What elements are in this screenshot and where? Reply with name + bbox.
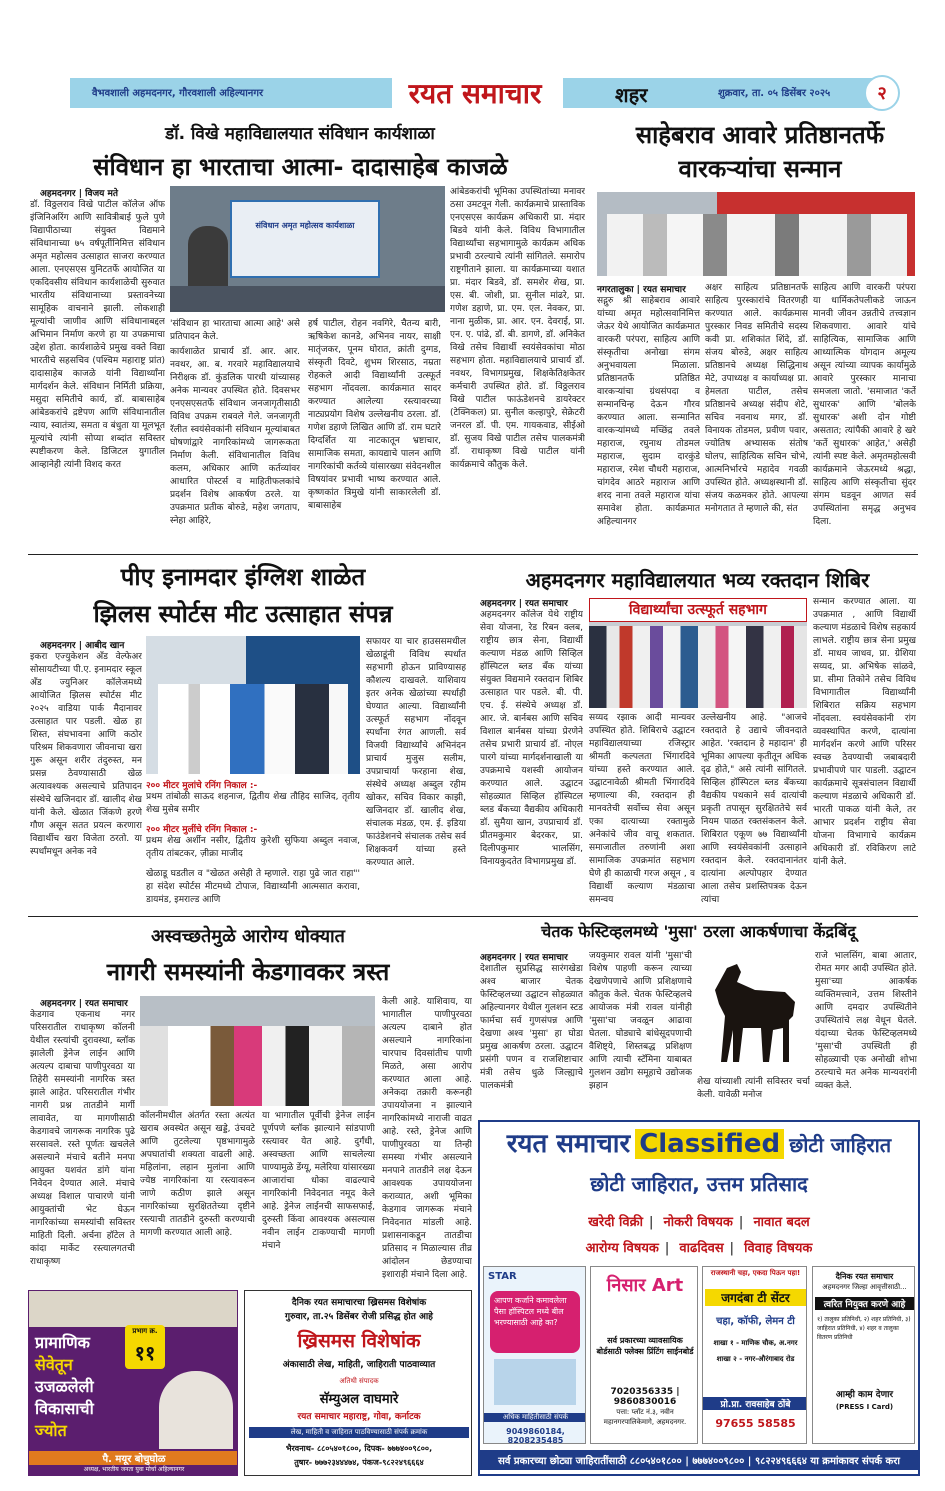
- story5-col2: कॉलनीमधील अंतर्गत रस्ता अत्यंत खराब अवस्थेत असून खड्डे, उंचवटे आणि तुटलेल्या पृष्ठभागामुळे अपघातांची शक्यता वाढली आहे. महिलांना, लहान मुलांना आणि ज्येष्ठ नागरिकांना या रस्त्यावरून जाणे कठीण झाले असून नागरिकांच्या सुरक्षिततेच्या दृष्टीने रस्त्याची तातडीने दुरुस्ती करण्याची मागणी करण्यात आली आहे.: [140, 1111, 255, 1238]
- ad-nisar-art: [590, 1266, 698, 1444]
- ad-vacancy-sub: अहमदनगर जिल्हा आवृत्तीसाठी...: [822, 1283, 907, 1291]
- story2-col1: सद्गुरु श्री साहेबराव आवारे यांच्या अमृत महोत्सवानिमित्त जेऊर येथे आयोजित कार्यक्रमात वारकरी परंपरा, साहित्य आणि संस्कृतीचा अनोखा संगम अनुभवायला मिळाला. प्रतिष्ठानतर्फे प्रतिष्ठित वारकऱ्यांचा ग्रंथसंपदा व सन्मानचिन्ह देऊन गौरव करण्यात आला. सन्मानित वारकऱ्यांमध्ये मच्छिंद्र तवले महाराज, रघुनाथ तोडमल महाराज, सुदाम दारकुंडे महाराज, रमेश चौधरी महाराज, चांगदेव आठरे महाराज आणि शरद नाना तवले महाराज यांचा समावेश होता. कार्यक्रमात अहिल्यानगर: [597, 296, 700, 527]
- story4-photo-people: [589, 626, 807, 708]
- story5-photo-people: [140, 1026, 375, 1106]
- story2-headline-line1: साहेबराव आवारे प्रतिष्ठानतर्फे: [635, 121, 885, 149]
- ad-christmas-line1: दैनिक रयत समाचारचा ख्रिसमस विशेषांक: [291, 1298, 427, 1308]
- story1-photo: [170, 186, 445, 312]
- story2-col3: साहित्य आणि वारकरी परंपरा या धार्मिकतेपलीकडे जाऊन मानवी जीवन उन्नतीचे तत्त्वज्ञान शिकवणारा. आवारे यांचे साहित्यिक, सामाजिक आणि आध्यात्मिक योगदान अमूल्य असून त्यांच्या व्यापक कार्यामुळे आवारे पुरस्कार मानाचा समजला जातो. 'समाजात 'कर्ते सुधारक' आणि 'बोलके सुधारक' अशी दोन गोष्टी असतात; त्यांपैकी आवारे हे खरे 'कर्ते सुधारक' आहेत,' असेही त्यांनी स्पष्ट केले. अमृतमहोत्सवी कार्यक्रमाने जेऊरमध्ये श्रद्धा, साहित्य आणि संस्कृतीचा सुंदर संगम घडवून आणत सर्व उपस्थितांना समृद्ध अनुभव दिला.: [813, 283, 916, 527]
- ad-christmas-editor: सॅम्युअल वाघमारे: [319, 1392, 399, 1407]
- story1-dateline: अहमदनगर | विजय मते: [40, 189, 118, 199]
- story3-headline-line2: झिलस स्पोर्टस मीट उत्साहात संपन्न: [93, 600, 393, 628]
- ad-christmas-contact-head: लेख, माहिती व जाहिरात पाठविण्यासाठी संपर्क क्रमांक: [249, 1427, 469, 1438]
- ad-star-phone: 9049860184, 8208235485: [506, 1427, 565, 1444]
- story5-col4: केली आहे. याशिवाय, या भागातील पाणीपुरवठा अत्यल्प दाबाने होत असल्याने नागरिकांना चारपाच दिवसांतीच पाणी मिळते, असा आरोप करण्यात आला आहे. अनेकदा तक्रारी करूनही उपाययोजना न झाल्याने नागरिकांमध्ये नाराजी वाढत आहे. रस्ते, ड्रेनेज आणि पाणीपुरवठा या तिन्ही समस्या गंभीर असल्याने मनपाने तातडीने लक्ष देऊन आवश्यक उपाययोजना कराव्यात, अशी भूमिका केडगाव जागरूक मंचाने निवेदनात मांडली आहे. प्रशासनाकडून तातडीचा प्रतिसाद न मिळाल्यास तीव्र आंदोलन छेडण्याचा इशाराही मंचाने दिला आहे.: [382, 997, 472, 1280]
- ad-jagdamba-prop: प्रो.प्रा. रावसाहेब ठोंबे: [703, 1397, 807, 1410]
- story4-dateline: अहमदनगर | रयत समाचार: [480, 599, 568, 609]
- ad-star-label: अधिक माहितीसाठी संपर्क: [484, 1413, 586, 1422]
- section-name: शहर: [615, 83, 648, 107]
- ad-jagdamba-items: चहा, कॉफी, लेमन टी: [716, 1316, 795, 1327]
- story5-kicker: अस्वच्छतेमुळे आरोग्य धोक्यात: [151, 926, 345, 947]
- ad-jagdamba-name: जगदंबा टी सेंटर: [705, 1289, 806, 1306]
- story3-col3: सफायर या चार हाउससमधील खेळाडूंनी विविध स्पर्धात सहभागी होऊन प्राविण्यासह कौशल्य दाखवले. याशिवाय इतर अनेक खेळांच्या स्पर्धाही घेण्यात आल्या. विद्यार्थ्यांनी उत्स्फूर्त सहभाग नोंदवून स्पर्धांना रंगत आणली. सर्व विजयी विद्यार्थ्यांचे अभिनंदन प्राचार्य मुजुस सलीम, उपप्राचार्या फरहाना शेख, संस्थेचे अध्यक्ष अब्दुल रहीम खोकर, सचिव विकार काझी, खजिनदार डॉ. खालीद शेख, संचालक मंडळ, एम. ई. इडिया फाउंडेशनचे संचालक तसेच सर्व शिक्षकवर्ग यांच्या हस्ते करण्यात आले.: [366, 637, 466, 868]
- ad-political-slogan1: प्रामाणिक: [35, 1333, 90, 1352]
- story3-headline-line1: पीए इनामदार इंग्लिश शाळेत: [120, 563, 366, 591]
- ad-nisar-desc: सर्व प्रकारच्या व्यावसायिक बोर्डसाठी फ्लेक्स प्रिंटिंग साईनबोर्ड: [596, 1336, 694, 1356]
- classified-subtitle: छोटी जाहिरात, उत्तम प्रतिसाद: [590, 1172, 808, 1196]
- masthead: [0, 72, 945, 116]
- ad-christmas-editor-label: अतिथी संपादक: [339, 1377, 379, 1385]
- story3-below-photo: खेळाडू घडतील व "खेळत असेही ते म्हणाले. राहा पुढे जात राहा"' हा संदेश स्पोर्टस मीटमध्ये टोपाज, विद्यार्थ्यांनी आत्मसात करावा, डायमंड, इमराल्ड आणि: [146, 869, 360, 905]
- ad-christmas-contact2: तुषार- ७७७२३४४४७४, पंकज-९८२२४९६६६४: [294, 1458, 424, 1467]
- masthead-tagline: वैभवशाली अहमदनगर, गौरवशाली अहिल्यानगर: [92, 88, 264, 99]
- section-rule-2: [28, 916, 918, 917]
- story1-headline: संविधान हा भारताचा आत्मा- दादासाहेब काजळे: [93, 153, 508, 181]
- ad-vacancy: [812, 1266, 915, 1444]
- ad-vacancy-note: (PRESS I Card): [835, 1403, 894, 1411]
- story6-col2: जयकुमार रावल यांनी 'मुसा'ची विशेष पाहणी करून त्याच्या देखणेपणाचे आणि प्रशिक्षणाचे कौतुक केले. चेतक फेस्टिव्हलचे आयोजक मंत्री रावल यांनीही 'मुसा'चा जवळून आढावा घेतला. घोड्याचे बांधेसूदपणाची वैशिष्ट्ये, शिस्तबद्ध प्रशिक्षण आणि त्याची स्टॅमिना याबाबत गुलशन उद्योग समूहाचे उद्योजक झहान: [589, 951, 692, 1091]
- story4-headline: अहमदनगर महाविद्यालयात भव्य रक्तदान शिबिर: [525, 568, 870, 592]
- story6-col3: राजे भालसिंग, बाबा आतार, रोमत मगर आदी उपस्थित होते. मुसा'च्या आकर्षक व्यक्तिमत्त्वाने, उत्तम शिस्तीने आणि दमदार उपस्थितीने उपस्थितांचे लक्ष वेधून घेतले. यंदाच्या चेतक फेस्टिव्हलमध्ये 'मुसा'ची उपस्थिती ही सोहळ्याची एक अनोखी शोभा ठरल्याचे मत अनेक मान्यवरांनी व्यक्त केले.: [815, 951, 917, 1091]
- story1-photo-banner: [230, 200, 380, 278]
- story2-photo-people: [607, 214, 907, 276]
- ad-christmas-line2: गुरुवार, ता.२५ डिसेंबर रोजी प्रसिद्ध होत आहे: [285, 1312, 433, 1322]
- story4-col4: सन्मान करण्यात आला. या उपक्रमात , आणि विद्यार्थी कल्याण मंडळाचे विशेष सहकार्य लाभले. राष्ट्रीय छात्र सेना प्रमुख डॉ. माधव जाधव, प्रा. ग्रेशिया सय्यद, प्रा. अभिषेक सांळवे, प्रा. सीमा तिकोने तसेच विविध विभागातील विद्यार्थ्यांनी शिबिरात सक्रिय सहभाग नोंदवला. स्वयंसेवकांनी रांग व्यवस्थापित करणे, दात्यांना मार्गदर्शन करणे आणि परिसर स्वच्छ ठेवण्याची जबाबदारी प्रभावीपणे पार पाडली. उद्घाटन कार्यक्रमाचे सूत्रसंचालन विद्यार्थी कल्याण मंडळाचे अधिकारी डॉ. भारती पाकळ यांनी केले, तर आभार प्रदर्शन राष्ट्रीय सेवा योजना विभागाचे कार्यक्रम अधिकारी डॉ. रविकिरण लाटे यांनी केले.: [813, 597, 916, 867]
- ad-political-candidate-photo: [159, 1371, 233, 1449]
- story6-dateline: अहमदनगर | रयत समाचार: [480, 953, 568, 963]
- ad-political-portrait-strip: [29, 1291, 238, 1327]
- horse-icon: [697, 950, 810, 1072]
- story4-col3: उल्लेखनीय आहे. "आजचे रक्तदाते हे उद्याचे जीवनदाते आहेत. 'रक्तदान हे महादान' ही भूमिका आपल्या कृतीतून अधिक दृढ होते," असे त्यांनी सांगितले. सिव्हिल हॉस्पिटल ब्लड बँकच्या वैद्यकीय पथकाने सर्व दात्यांची प्रकृती तपासून सुरक्षिततेचे सर्व नियम पाळत रक्तसंकलन केले. शिबिरात एकूण ७७ विद्यार्थ्यांनी आणि स्वयंसेवकांनी उत्साहाने रक्तदान केले. रक्तदानानंतर दात्यांना अल्पोपहार देण्यात आला तसेच प्रशस्तिपत्रक देऊन त्यांचा: [701, 713, 807, 905]
- story3-result2-title: २०० मीटर मुलींचे रनिंग निकाल :-: [146, 825, 258, 835]
- ad-political-name: पै. मयूर बोचुघोळ: [29, 1451, 238, 1465]
- brand-title: रयत समाचार: [408, 77, 542, 110]
- ad-star-image: [494, 1359, 576, 1405]
- classified-categories-row2: आरोग्य विषयक | वाढदिवस | विवाह विषयक: [480, 1236, 918, 1258]
- category-name-change: नावात बदल: [753, 1215, 810, 1230]
- story6-headline: चेतक फेस्टिव्हलमध्ये 'मुसा' ठरला आकर्षणाचा केंद्रबिंदू: [541, 922, 856, 941]
- category-health: आरोग्य विषयक: [585, 1241, 659, 1256]
- story4-col2: सय्यद रझाक आदी मान्यवर उपस्थित होते. शिबिराचे उद्घाटन महाविद्यालयाच्या रजिस्ट्रार श्रीमती कल्पलता भिंगारदिवे यांच्या हस्ते करण्यात आले. उद्घाटनावेळी श्रीमती भिंगारदिवे म्हणाल्या की, रक्तदान ही मानवतेची सर्वोच्च सेवा असून एका दात्याच्या रक्तामुळे अनेकांचे जीव वाचू शकतात. समाजातील तरुणांनी अशा सामाजिक उपक्रमांत सहभाग घेणे ही काळाची गरज असून , व विद्यार्थी कल्याण मंडळाचा समन्वय: [589, 713, 695, 905]
- category-birthday: वाढदिवस: [679, 1241, 724, 1256]
- ad-political-slogan2: सेवेतून: [35, 1355, 73, 1374]
- ad-jagdamba-phone: 97655 58585: [715, 1417, 796, 1430]
- story1-photo-banner-text: संविधान अमृत महोत्सव कार्यशाळा: [255, 221, 355, 230]
- ad-political-slogan4: विकासाची: [35, 1399, 94, 1418]
- ad-christmas-paper: रयत समाचार महाराष्ट्र, गोवा, कर्नाटक: [297, 1412, 421, 1422]
- story3-photo-students: [158, 684, 348, 774]
- story1-kicker: डॉ. विखे महाविद्यालयात संविधान कार्यशाळा: [165, 124, 435, 144]
- ad-christmas-special: [244, 1290, 472, 1476]
- ad-vacancy-title: त्वरित नियुक्त करणे आहे: [815, 1297, 914, 1310]
- story3-col1: इकरा एज्युकेशन अँड वेल्फेअर सोसायटीच्या पी.ए. इनामदार स्कूल अँड ज्युनिअर कॉलेजमध्ये आयोजित झिलस स्पोर्टस मीट २०२५ वाडिया पार्क मैदानावर उत्साहात पार पडली. खेळ हा शिस्त, संघभावना आणि कठोर परिश्रम शिकवणारा जीवनाचा खरा गुरू असून शरीर तंदुरुस्त, मन प्रसन्न ठेवण्यासाठी खेळ अत्यावश्यक असल्याचे प्रतिपादन संस्थेचे खजिनदार डॉ. खालीद शेख यांनी केले. खेळात जिंकणे हरणे गौण असून सतत प्रयत्न करणारा विद्यार्थीच खरा विजेता ठरतो. या स्पर्धांमधून अनेक नवे: [30, 652, 142, 857]
- ad-political-series: प्रभाग क्र.: [132, 1327, 158, 1335]
- story5-headline: नागरी समस्यांनी केडगावकर त्रस्त: [106, 958, 390, 986]
- classified-footer: सर्व प्रकारच्या छोट्या जाहिरातींसाठी ८८०५४०१८०० | ७७७४००९८०० | ९८२२४९६६६४ या क्रमांकावर संपर्क करा: [480, 1450, 918, 1470]
- story4-photo-title: विद्यार्थ्यांचा उत्स्फूर्त सहभाग: [589, 598, 807, 622]
- story1-photo-audience: [170, 286, 445, 312]
- ad-star-bubble: आपण कर्जाने कमावलेला पैसा हॉस्पिटल मध्ये बील भरण्यासाठी आहे का?: [490, 1291, 580, 1353]
- story5-col3: या भागातील पूर्वीची ड्रेनेज लाईन पूर्णपणे ब्लॉक झाल्याने सांडपाणी रस्त्यावर येत आहे. दुर्गंधी, अस्वच्छता आणि साचलेल्या पाण्यामुळे डेंग्यू, मलेरिया यांसारख्या आजारांचा धोका वाढल्याचे नागरिकांनी निवेदनात नमूद केले आहे. ड्रेनेज लाईनची साफसफाई, दुरुस्ती किंवा आवश्यक असल्यास नवीन लाईन टाकण्याची मागणी मंचाने: [262, 1111, 375, 1251]
- ad-nisar-brand: निसार Art: [606, 1275, 684, 1296]
- ad-christmas-sub: अंकासाठी लेख, माहिती, जाहिराती पाठवाव्यात: [282, 1360, 436, 1370]
- classified-title: [480, 1124, 918, 1160]
- story1-col4: आंबेडकरांची भूमिका उपस्थितांच्या मनावर ठसा उमटवून गेली. कार्यक्रमाचे प्रास्ताविक एनएसएस कार्यक्रम अधिकारी प्रा. मंदार बिडवे यांनी केले. विविध विभागातील विद्यार्थ्यांचा सहभागामुळे कार्यक्रम अधिक प्रभावी ठरल्याचे त्यांनी सांगितले. समारोप राष्ट्रगीताने झाला. या कार्यक्रमाच्या यशात प्रा. मंदार बिडवे, डॉ. समशेर शेख, प्रा. एस. बी. जोशी, प्रा. सुनील मांढरे, प्रा. गणेश डहाणे, प्रा. एम. एल. नेवकर, प्रा. नाना मुळीक, प्रा. आर. एन. देवराई, प्रा. एन. ए. पांढे, डॉ. बी. डागणे, डॉ. अनिकेत विखे तसेच विद्यार्थी स्वयंसेवकांचा मोठा सहभाग होता. महाविद्यालयाचे प्राचार्य डॉ. नवथर, विभागप्रमुख, शिक्षकेतिक्षकेतर कर्मचारी उपस्थित होते. डॉ. विठ्ठलराव विखे पाटील फाऊंडेशनचे डायरेक्टर (टेक्निकल) प्रा. सुनील कल्हापुरे, सेक्रेटरी जनरल डॉ. पी. एम. गायकवाड, सीईओ डॉ. सुजय विखे पाटील तसेच पालकमंत्री डॉ. राधाकृष्ण विखे पाटील यांनी कार्यक्रमाचे कौतुक केले.: [450, 187, 585, 470]
- story1-col3: हर्ष पाटील, रोहन नवगिरे, चैतन्य बारी, ऋषिकेश कानडे, अभिनव नायर, साक्षी मातृंजकर, पूनम घोरात, क्रांती दुग्गड, संस्कृती दिवटे, शुभम शिरसाठ, नम्रता रोहकले आदी विद्यार्थ्यांनी उत्स्फूर्त सहभाग नोंदवला. कार्यक्रमात सादर करण्यात आलेल्या रस्त्यावरच्या नाट्यप्रयोग विशेष उल्लेखनीय ठरला. डॉ. गणेश डहाणे लिखित आणि डॉ. राम घटारे दिग्दर्शित या नाटकातून भ्रष्टाचार, सामाजिक समता, कायद्याचे पालन आणि नागरिकांची कर्तव्ये यांसारख्या संवेदनशील विषयांवर प्रभावी भाष्य करण्यात आले. कृष्णकांत त्रिमुखे यांनी साकारलेली डॉ. बाबासाहेब: [308, 319, 441, 511]
- category-buy-sell: खरेदी विक्री: [588, 1215, 643, 1230]
- classified-title-part2: Classified: [635, 1129, 784, 1159]
- ad-jagdamba-branch1: शाखा १ - माणिक चौक, अ.नगर: [713, 1339, 798, 1347]
- classified-title-part3: छोटी जाहिरात: [789, 1133, 892, 1157]
- story5-dateline: अहमदनगर | रयत समाचार: [40, 999, 128, 1009]
- story2-col2: अक्षर साहित्य प्रतिष्ठानतर्फे साहित्य पुरस्कारांचे वितरणही करण्यात आले. कार्यक्रमास पुरस्कार निवड समितीचे सदस्य कवी प्रा. शशिकांत शिंदे, डॉ. संजय बोरुडे, अक्षर साहित्य प्रतिष्ठानचे अध्यक्ष सिद्धिनाथ मेटे, उपाध्यक्ष व कार्याध्यक्ष प्रा. हेमलता पाटील, तसेच प्रतिष्ठानचे अध्यक्ष संदीप शेटे, सचिव नवनाथ मगर, डॉ. विनायक तोडमल, प्रवीण पवार, ज्योतिष अभ्यासक संतोष घोलप, साहित्यिक सचिन चोभे, आत्मनिर्भारचे महादेव गवळी उपस्थित होते. अध्यक्षस्थानी डॉ. संजय कळमकर होते. आपल्या मनोगतात ते म्हणाले की, संत: [705, 283, 808, 514]
- category-jobs: नोकरी विषयक: [663, 1215, 733, 1230]
- story3-result2-text: प्रथम शेख अर्शीन नसीर, द्वितीय कुरेशी सुफिया अब्दुल नवाज, तृतीय तांबटकर, ज़ीक्रा माजीद: [146, 836, 360, 859]
- page-number: २: [877, 83, 887, 104]
- story3-dateline: अहमदनगर | आबीद खान: [40, 641, 125, 651]
- story3-photo: [146, 636, 360, 774]
- horse-caption: शेख यांच्याशी त्यांनी सविस्तर चर्चा केली. यावेळी मनोज: [697, 1077, 810, 1100]
- ad-nisar-phone: 7020356335 | 9860830016: [610, 1387, 680, 1407]
- ad-christmas-contact1: भैरवनाथ- ८८०५४०१८००, दिपक- ७७७४००९८००,: [285, 1444, 433, 1453]
- classified-categories-row1: खरेदी विक्री | नोकरी विषयक | नावात बदल: [480, 1210, 918, 1232]
- ad-star-health: [483, 1266, 586, 1444]
- ad-jagdamba-branch2: शाखा २ - नगर-औरंगाबाद रोड: [716, 1355, 795, 1363]
- story1-photo-caption: 'संविधान हा भारताचा आत्मा आहे' असे प्रतिपादन केले.: [170, 319, 300, 342]
- ad-vacancy-body: १) तालुका प्रतिनिधी, २) शहर प्रतिनिधी, ३) जाहिरात प्रतिनिधी, ४) शहर व तालुका वितरण प्रतिनिधी: [817, 1316, 911, 1341]
- story4-col1: अहमदनगर कॉलेज येथे राष्ट्रीय सेवा योजना, रेड रिबन क्लब, राष्ट्रीय छात्र सेना, विद्यार्थी कल्याण मंडळ आणि सिव्हिल हॉस्पिटल ब्लड बँक यांच्या संयुक्त विद्यमाने रक्तदान शिबिर उत्साहात पार पडले. बी. पी. एच. ई. संस्थेचे अध्यक्ष डॉ. आर. जे. बार्नबस आणि सचिव विशाल बार्नबस यांच्या प्रेरणेने तसेच प्रभारी प्राचार्य डॉ. नोएल पारगे यांच्या मार्गदर्शनाखाली या उपक्रमाचे यशस्वी आयोजन करण्यात आले. उद्घाटन सोहळ्यात सिव्हिल हॉस्पिटल ब्लड बँकच्या वैद्यकीय अधिकारी डॉ. सुमैया खान, उपप्राचार्य डॉ. प्रीतमकुमार बेदरकर, प्रा. दिलीपकुमार भालसिंग, विनायकुदतेत विभागप्रमुख डॉ.: [480, 610, 583, 867]
- story2-dateline: नगरतालुका | रयत समाचार: [597, 285, 686, 295]
- ad-political-slogan5: ज्योत: [35, 1421, 67, 1440]
- story3-result1-title: २०० मीटर मुलांचे रनिंग निकाल :-: [146, 781, 258, 791]
- story5-col1: केडगाव एकनाथ नगर परिसरातील राधाकृष्ण कॉलनी येथील रस्त्यांची दुरावस्था, ब्लॉक झालेली ड्रेनेज लाईन आणि अत्यल्प दाबाचा पाणीपुरवठा या तिहेरी समस्यांनी नागरिक त्रस्त झाले आहेत. परिसरातील गंभीर नागरी प्रश्न तातडीने मार्गी लावावेत, या मागणीसाठी केडगावचे जागरूक नागरिक पुढे सरसावले. रस्ते पूर्णतः खचलेले असल्याने मंचाचे बतीने मनपा आयुक्त यशवंत डांगे यांना निवेदन देण्यात आले. मंचाचे अध्यक्ष विशाल पाचारणे यांनी आयुक्तांची भेट घेऊन नागरिकांच्या समस्यांची सविस्तर माहिती दिली. अर्चना हॉटेल ते कांदा मार्केट रस्त्यालगतची राधाकृष्ण: [30, 1010, 135, 1267]
- issue-date: शुक्रवार, ता. ०५ डिसेंबर २०२५: [718, 88, 831, 99]
- ad-political: [28, 1290, 238, 1476]
- story6-col1: देशातील सुप्रसिद्ध सारंगखेडा अश्व बाजार चेतक फेस्टिव्हलच्या उद्घाटन सोहळ्यात अहिल्यानगर येथील गुलशन स्टड फार्मचा सर्व गुणसंपन्न आणि देखणा अश्व 'मुसा' हा घोडा प्रमुख आकर्षण ठरला. उद्घाटन प्रसंगी पणन व राजशिष्टाचार मंत्री तसेच धुळे जिल्ह्याचे पालकमंत्री: [480, 964, 583, 1091]
- ad-jagdamba-top: राजस्थानी चहा, एकदा पिऊन पहा!: [710, 1269, 801, 1277]
- ad-vacancy-office: आम्ही काम देणार: [835, 1390, 894, 1400]
- story5-photo: [140, 996, 375, 1106]
- ad-political-designation: अध्यक्ष, भारतीय जनता युवा मोर्चा अहिल्यानगर: [83, 1466, 185, 1473]
- section-rule-1: [28, 554, 918, 555]
- ad-star-logo: STAR: [488, 1271, 517, 1282]
- ad-political-slogan3: उजळलेली: [35, 1377, 94, 1396]
- story2-headline-line2: वारकऱ्यांचा सन्मान: [678, 155, 842, 183]
- ad-nisar-addr: पत्ता: प्लॉट नं.३, नवीन महानगरपालिकेमागे, अहमदनगर.: [603, 1408, 687, 1426]
- ad-political-ward: ११: [134, 1341, 156, 1365]
- ad-vacancy-head: दैनिक रयत समाचार: [835, 1272, 894, 1281]
- story1-col1: डॉ. विठ्ठलराव विखे पाटील कॉलेज ऑफ इंजिनिअरिंग आणि सावित्रीबाई फुले पुणे विद्यापीठाच्या संयुक्त विद्यमाने संविधानाच्या ७५ वर्षपूर्तीनिमित्त संविधान अमृत महोत्सव उत्साहात साजरा करण्यात आला. एनएसएस युनिटतर्फे आयोजित या एकदिवसीय संविधान कार्यशाळेची सुरुवात भारतीय संविधानाच्या प्रस्तावनेच्या सामूहिक वाचनाने झाली. लोकशाही मूल्यांची जाणीव आणि संविधानाबद्दल अभिमान निर्माण करणे हा या उपक्रमाचा उद्देश होता. कार्यशाळेचे प्रमुख वक्ते विद्या भारतीचे सहसचिव (पश्चिम महाराष्ट्र प्रांत) दादासाहेब काजळे यांनी विद्यार्थ्यांना मार्गदर्शन केले. संविधान निर्मिती प्रक्रिया, मसुदा समितीचे कार्य, डॉ. बाबासाहेब आंबेडकरांचे द्रष्टेपण आणि संविधानातील न्याय, स्वातंत्र्य, समता व बंधुता या मूलभूत मूल्यांचे त्यांनी सोप्या शब्दांत सविस्तर स्पष्टीकरण केले. डिजिटल युगातील आव्हानेही त्यांनी विशद करत: [30, 200, 165, 470]
- story1-col2: कार्यशाळेत प्राचार्य डॉ. आर. आर. नवथर, आ. ब. गरवारे महाविद्यालयाचे निरीक्षक डॉ. कुंडलिक पारधी यांच्यासह अनेक मान्यवर उपस्थित होते. दिवसभर एनएसएसतर्फे संविधान जनजागृतीसाठी विविध उपक्रम राबवले गेले. जनजागृती रॅलीत स्वयंसेवकांनी संविधान मूल्यांबाबत घोषणांद्वारे नागरिकांमध्ये जागरूकता निर्माण केली. संविधानातील विविध कलम, अधिकार आणि कर्तव्यांवर आधारित पोस्टर्स व माहितीफलकांचे प्रदर्शन विशेष आकर्षण ठरले. या उपक्रमात प्रतीक बोरुडे, महेश जगताप, स्नेहा आहिरे,: [170, 347, 300, 526]
- story2-photo: [597, 192, 915, 276]
- ad-christmas-title: ख्रिसमस विशेषांक: [297, 1330, 421, 1352]
- story3-result1-text: प्रथम तांबोळी साऊद शहनाज, द्वितीय शेख तौहिद साजिद, तृतीय शेख मुसेब समीर: [146, 792, 360, 815]
- classified-title-part1: रयत समाचार: [506, 1129, 631, 1159]
- ad-jagdamba-tea: [702, 1266, 807, 1444]
- horse-photo: [697, 950, 810, 1072]
- category-marriage: विवाह विषयक: [744, 1241, 813, 1256]
